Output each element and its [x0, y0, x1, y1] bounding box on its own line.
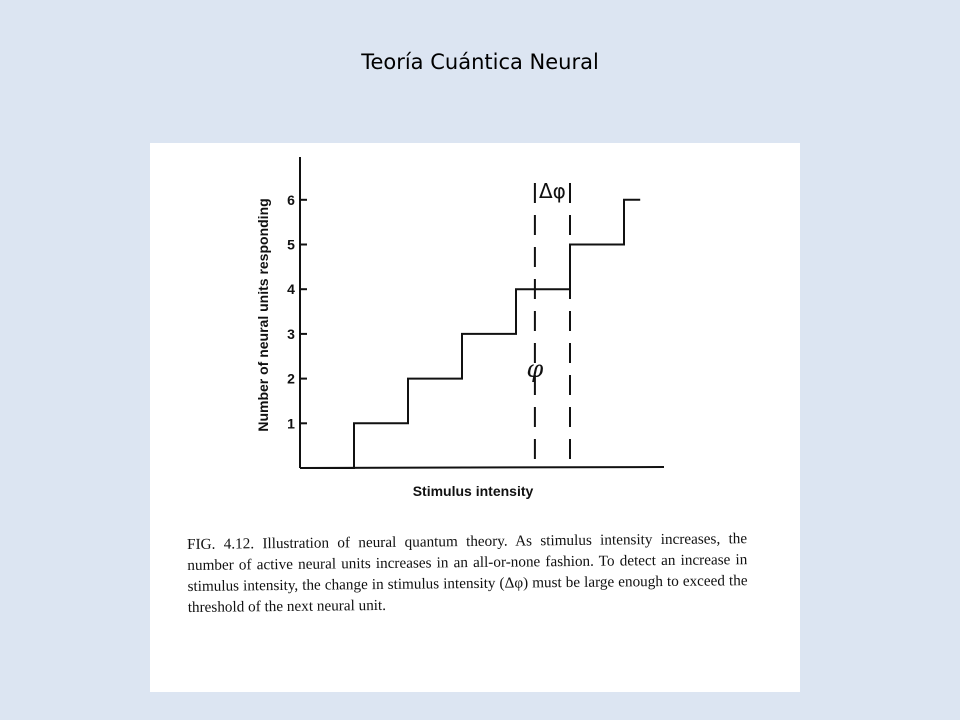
y-tick-label: 6 — [287, 191, 295, 208]
figure-panel — [150, 143, 800, 692]
step-function-line — [300, 200, 640, 468]
phi-label: φ — [526, 355, 544, 383]
y-axis-label: Number of neural units responding — [255, 198, 271, 432]
delta-phi-label: Δφ — [539, 179, 566, 203]
figure-caption — [187, 528, 748, 618]
quantum-step-diagram — [150, 143, 800, 543]
y-tick-label: 5 — [287, 236, 295, 253]
slide-title: Teoría Cuántica Neural — [361, 50, 599, 74]
y-tick-label: 3 — [287, 325, 295, 342]
y-tick-group — [287, 192, 307, 431]
caption-text: Illustration of neural quantum theory. As stimulus intensity increases, the number of active neural units increases in an all-or-none fashion. To detect an increase in stimulus intensity, the change in stimulus intensity (Δφ) must be large enough to exceed the threshold of the next neural unit. — [187, 530, 748, 616]
caption-label: FIG. 4.12. — [187, 535, 255, 553]
x-axis-label: Stimulus intensity — [412, 483, 534, 499]
y-tick-label: 1 — [287, 415, 295, 432]
y-tick-label: 2 — [287, 370, 295, 387]
y-tick-label: 4 — [287, 281, 295, 298]
